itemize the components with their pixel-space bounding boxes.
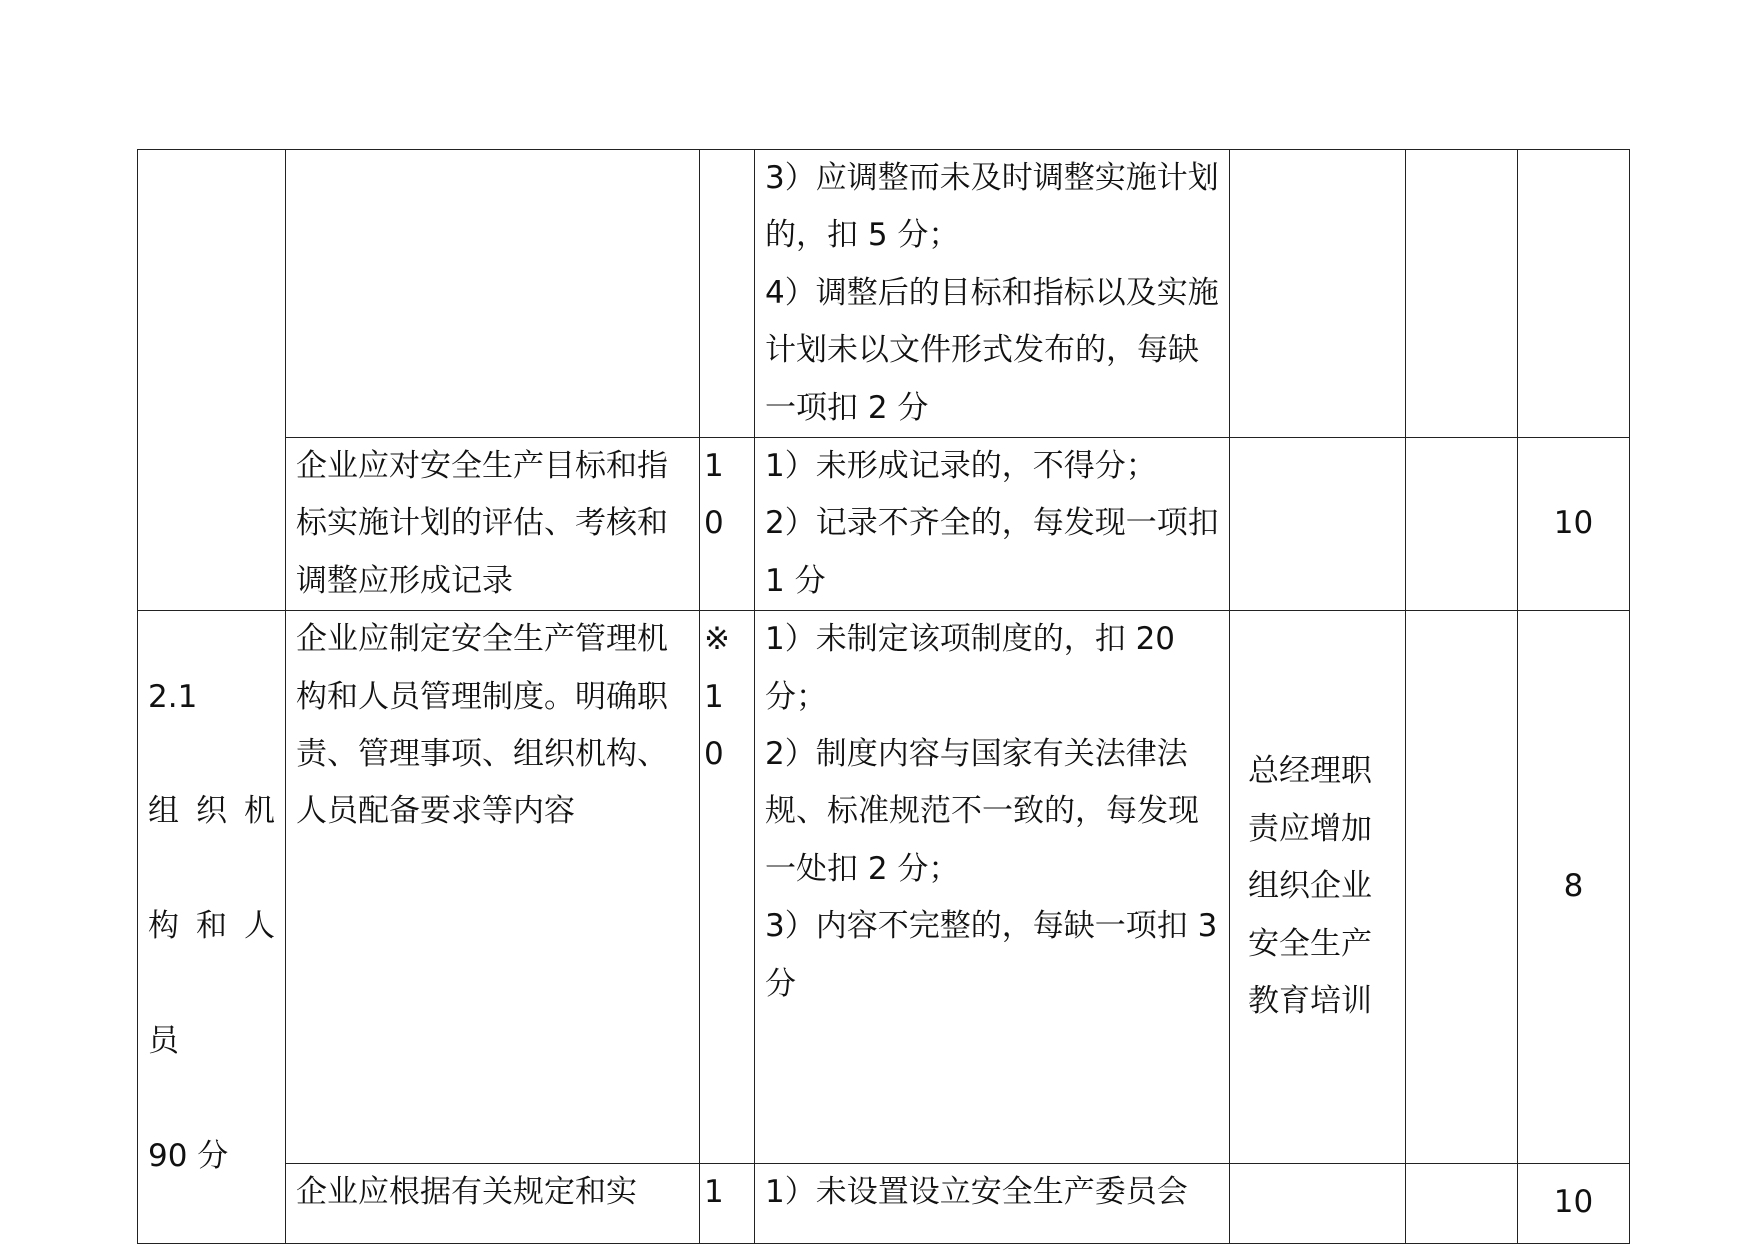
note-cell: [1230, 150, 1406, 438]
standard-score-cell: ※ 1 0: [700, 611, 755, 1163]
standard-score-cell: 1 0: [700, 438, 755, 611]
category-points: 90 分: [148, 1137, 229, 1174]
note-cell: [1230, 438, 1406, 611]
category-title-line: 构 和 人: [148, 908, 275, 945]
requirement-cell: 企业应根据有关规定和实: [286, 1163, 700, 1243]
table-row: [138, 438, 1630, 611]
scoring-method-cell: 3）应调整而未及时调整实施计划的，扣 5 分； 4）调整后的目标和指标以及实施计划未以文件形式发布的，每缺一项扣 2 分: [755, 150, 1230, 438]
scoring-method-cell: 1）未制定该项制度的，扣 20 分； 2）制度内容与国家有关法律法规、标准规范不一致的，每发现一处扣 2 分； 3）内容不完整的，每缺一项扣 3 分: [755, 611, 1230, 1163]
standard-score-cell: 1: [700, 1163, 755, 1243]
note-cell: [1230, 1163, 1406, 1243]
final-score-cell: 8: [1518, 611, 1630, 1163]
note-cell: 总经理职责应增加组织企业安全生产教育培训: [1230, 611, 1406, 1163]
final-score-cell: 10: [1518, 1163, 1630, 1243]
requirement-cell: 企业应制定安全生产管理机构和人员管理制度。明确职责、管理事项、组织机构、人员配备要求等内容: [286, 611, 700, 1163]
category-cell: [138, 611, 286, 1243]
scoring-table: [137, 149, 1630, 1244]
category-cell: [138, 150, 286, 611]
scoring-method-cell: 1）未设置设立安全生产委员会: [755, 1163, 1230, 1243]
final-score-cell: [1518, 150, 1630, 438]
self-score-cell: [1406, 1163, 1518, 1243]
table-row: [138, 611, 1630, 1163]
self-score-cell: [1406, 611, 1518, 1163]
category-title-line: 组 织 机: [148, 793, 275, 830]
category-title-line: 员: [148, 1023, 179, 1060]
requirement-cell: [286, 150, 700, 438]
table-row: [138, 1163, 1630, 1243]
category-code: 2.1: [148, 678, 198, 715]
final-score-cell: 10: [1518, 438, 1630, 611]
requirement-cell: 企业应对安全生产目标和指标实施计划的评估、考核和调整应形成记录: [286, 438, 700, 611]
table-row: [138, 150, 1630, 438]
scoring-method-cell: 1）未形成记录的，不得分； 2）记录不齐全的，每发现一项扣 1 分: [755, 438, 1230, 611]
self-score-cell: [1406, 150, 1518, 438]
standard-score-cell: [700, 150, 755, 438]
self-score-cell: [1406, 438, 1518, 611]
